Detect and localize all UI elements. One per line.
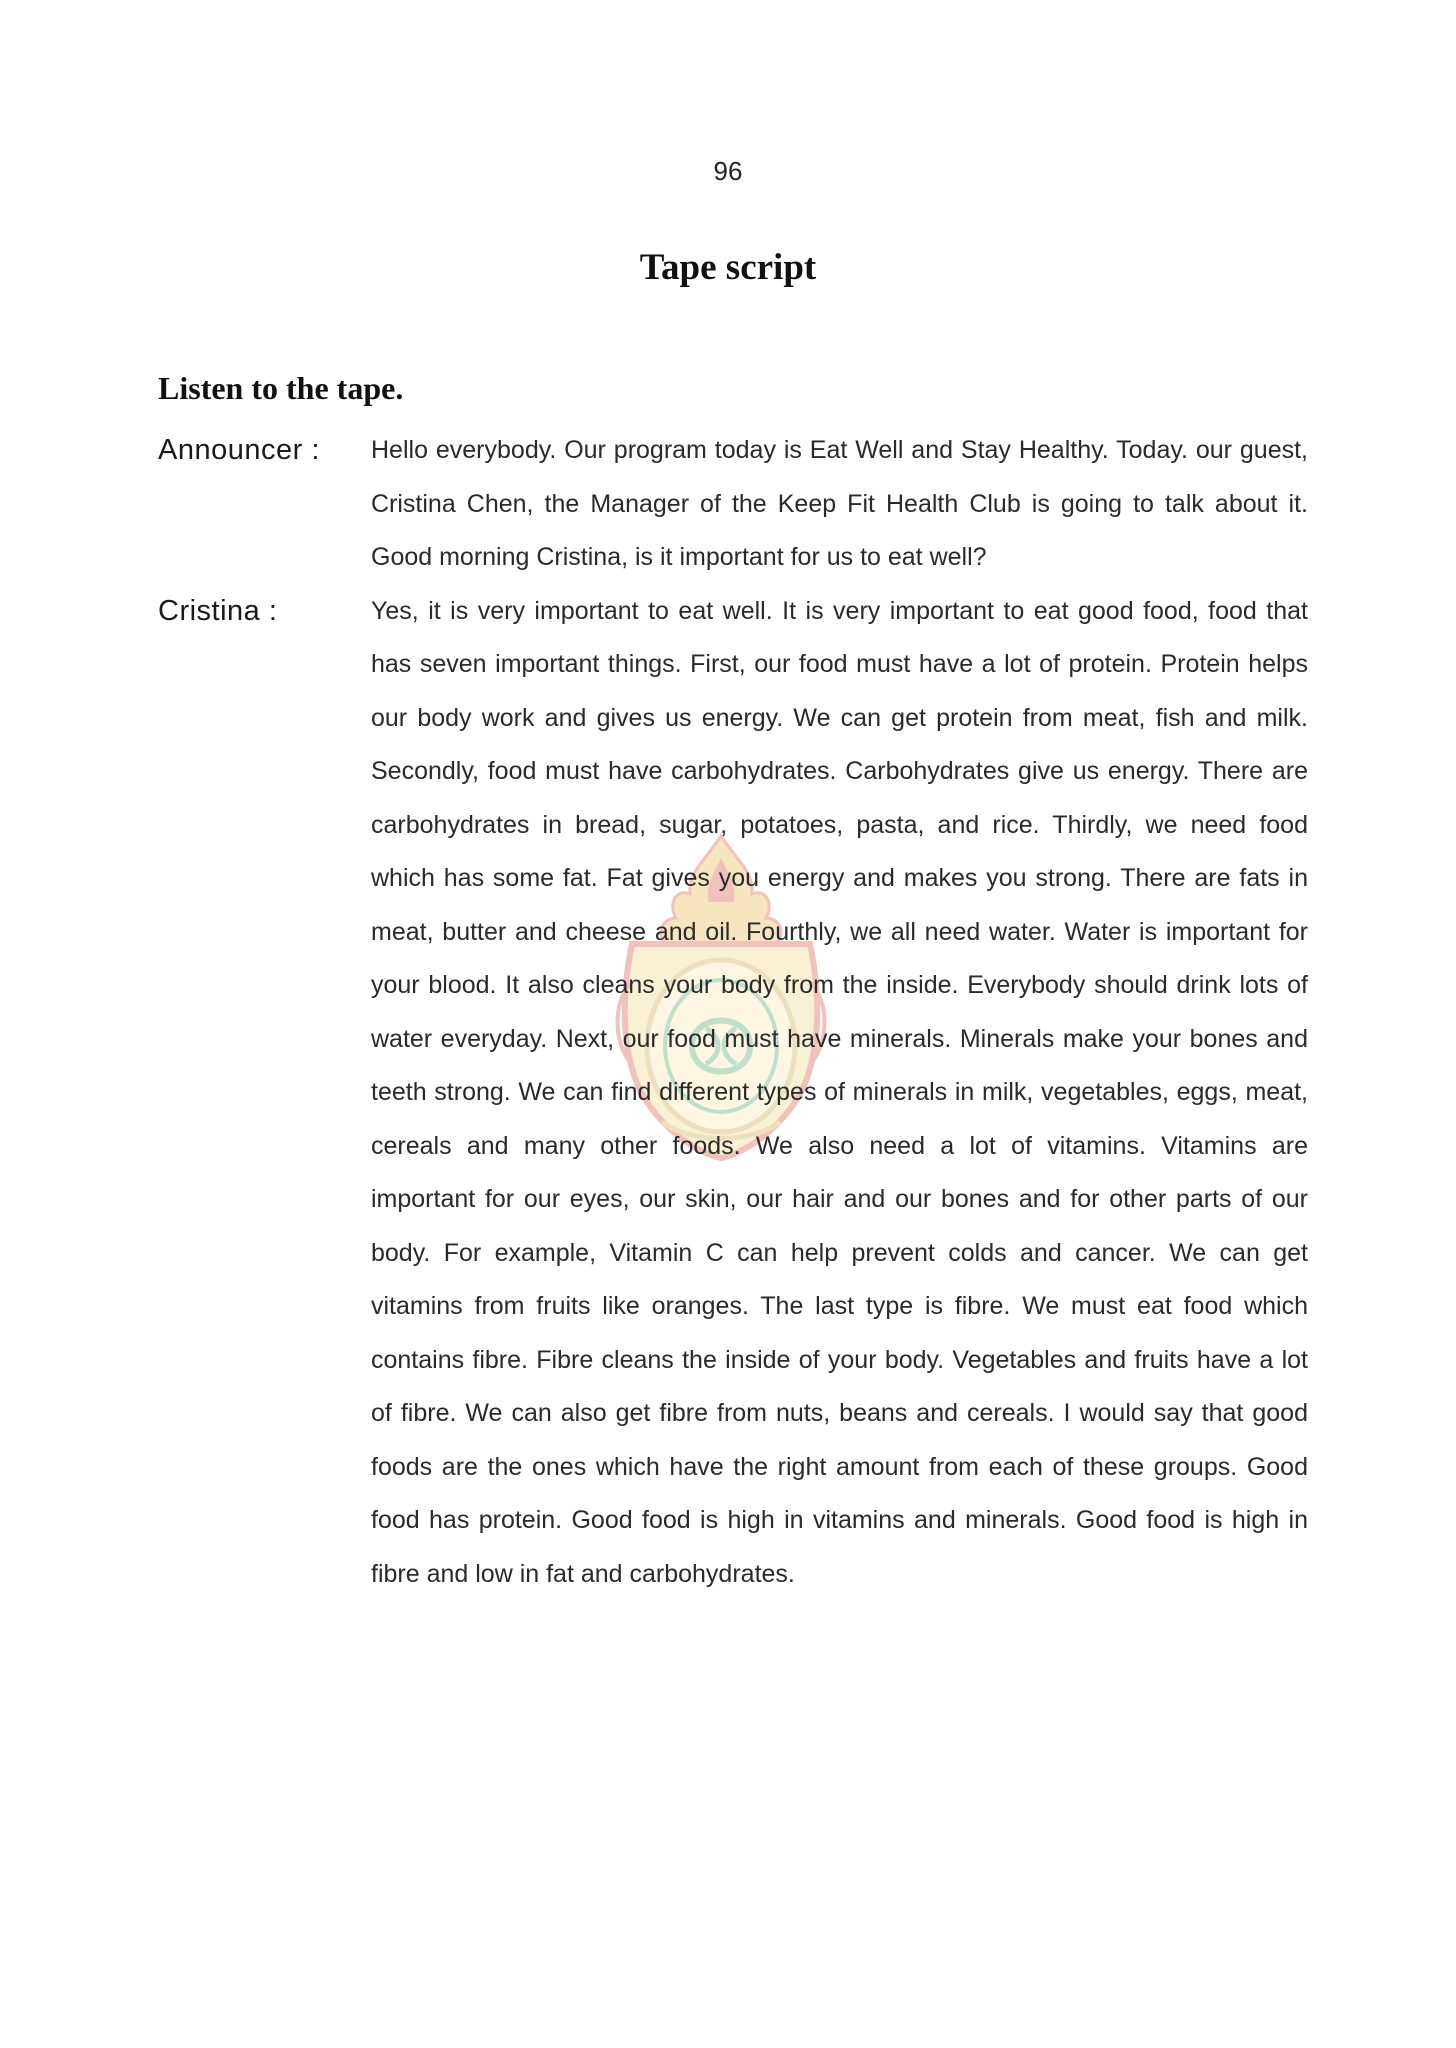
dialogue-turn-announcer (158, 424, 1308, 585)
dialogue-script (158, 424, 1308, 1601)
page-title: Tape script (639, 247, 817, 288)
dialogue-turn-cristina (158, 585, 1308, 1602)
speech-text: Hello everybody. Our program today is Eat Well and Stay Healthy. Today. our guest, Cristina Chen, the Manager of the Keep Fit Health Club is going to talk about it. Good morning Cristina, is it important for us to eat well? (371, 436, 1308, 571)
instruction-heading: Listen to the tape. (158, 370, 404, 406)
speech-text: Yes, it is very important to eat well. It is very important to eat good food, food that has seven important things. First, our food must have a lot of protein. Protein helps our body work and gives us energy. We can get protein from meat, fish and milk. Secondly, food must have carbohydrates. Carbohydrates give us energy. There are carbohydrates in bread, sugar, potatoes, pasta, and rice. Thirdly, we need food which has some fat. Fat gives you energy and makes you strong. There are fats in meat, butter and cheese and oil. Fourthly, we all need water. Water is important for your blood. It also cleans your body from the inside. Everybody should drink lots of water everyday. Next, our food must have minerals. Minerals make your bones and teeth strong. We can find different types of minerals in milk, vegetables, eggs, meat, cereals and many other foods. We also need a lot of vitamins. Vitamins are important for our eyes, our skin, our hair and our bones and for other parts of our body. For example, Vitamin C can help prevent colds and cancer. We can get vitamins from fruits like oranges. The last type is fibre. We must eat food which contains fibre. Fibre cleans the inside of your body. Vegetables and fruits have a lot of fibre. We can also get fibre from nuts, beans and cereals. I would say that good foods are the ones which have the right amount from each of these groups. Good food has protein. Good food is high in vitamins and minerals. Good food is high in fibre and low in fat and carbohydrates. (371, 596, 1308, 1588)
page-number: 96 (713, 156, 743, 186)
speaker-label: Cristina : (158, 594, 278, 627)
speaker-label: Announcer : (158, 434, 320, 466)
